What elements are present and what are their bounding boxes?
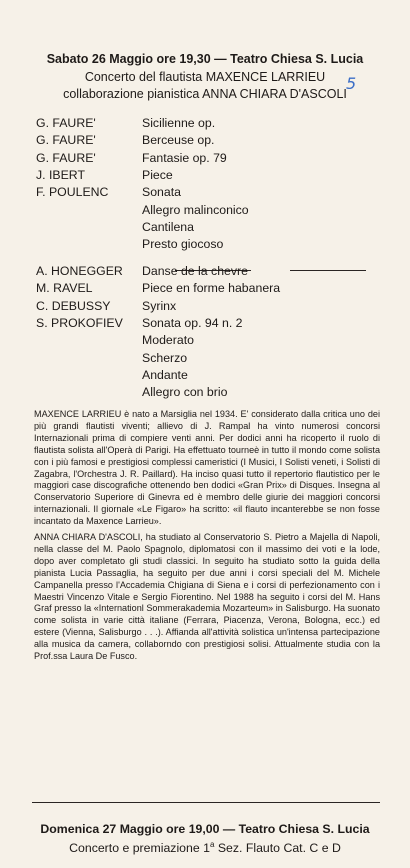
composer-name: C. DEBUSSY	[36, 298, 111, 313]
bio-larrieu-text: MAXENCE LARRIEU è nato a Marsiglia nel 1934. E' considerato dalla critica uno dei più grandi flautisti viventi; allievo di J. Rampal ha vinto numerosi concorsi Internazionali prima di compiere venti anni. Per dodici anni ha ricoperto il ruolo di flautista solista all'Operà di Parigi. Ha effettuato tourneè in tutto il mondo come solista con i più famosi e prestigiosi complessi cameristici (I Musici, I Solisti veneti, i Solisti di Zagabra, l'Orchestra J. R. Paillard). Ha inciso quasi tutto il repertorio flautistico per le maggiori case discografiche ottenendo ben dodici «Gran Prix» di Disques. Insegna al Conservatorio Superiore di Ginevra ed è membro delle giurie dei maggiori concorsi internazionali. Il giornale «Le Figaro» ha scritto: «il flauto incanterebbe se non fosse incantato da Maxence Larrieu».	[34, 409, 380, 527]
piece-title: Moderato	[142, 333, 194, 348]
next-concert-description: Concerto e premiazione 1$^a$ Sez. Flauto Cat. C e D	[69, 840, 341, 856]
concert-date-venue: Sabato 26 Maggio ore 19,30 — Teatro Chiesa S. Lucia	[46, 52, 364, 66]
next-concert-date-venue: Domenica 27 Maggio ore 19,00 — Teatro Chiesa S. Lucia	[40, 822, 370, 836]
composer-name: J. IBERT	[36, 167, 85, 182]
piece-title: Andante	[142, 367, 188, 382]
piece-title: Berceuse op.	[142, 133, 215, 148]
concert-title: Concerto del flautista MAXENCE LARRIEU	[84, 70, 326, 84]
bio-dascoli-text: ANNA CHIARA D'ASCOLI, ha studiato al Conservatorio S. Pietro a Majella di Napoli, nella classe del M. Paolo Spagnolo, diplomatosi con il massimo dei voti e la lode, dopo aver completato gli studi classici. In seguito ha studiato sotto la guida della pianista Lucia Passaglia, ha seguito per due anni i corsi speciali del M. Michele Campanella presso l'Accademia Chigiana di Siena e i corsi di perfezionamento con i Maestri Vincenzo Vitale e Sergio Fiorentino. Nel 1988 ha seguito i corsi del M. Hans Graf presso la «Internationl Sommerakademia Mozarteum» in Salisburgo. Ha suonato come solista in varie città italiane (Ferrara, Piacenza, Verona, Bologna, ecc.) ed estere (Vienna, Salisburgo . . .). Affianda all'attività solistica un'intensa partecipazione alla musica da camera, collaborndo con prestigiosi solisi. Attualmente studia con la Prof.ssa Laura De Fusco.	[34, 532, 380, 662]
divider-right	[290, 270, 366, 271]
piece-title: Allegro malinconico	[142, 202, 249, 217]
piece-title: Sonata op. 94 n. 2	[142, 315, 243, 330]
composer-name: G. FAURE'	[36, 150, 96, 165]
piece-title: Presto giocoso	[142, 237, 224, 252]
composer-name: A. HONEGGER	[36, 264, 123, 278]
handwritten-mark: 5	[346, 74, 357, 93]
piece-title: Syrinx	[142, 298, 177, 313]
bio-larrieu	[34, 409, 380, 528]
concert-collaboration: collaborazione pianistica ANNA CHIARA D'ASCOLI	[63, 87, 347, 101]
piece-title: Sonata	[142, 185, 181, 200]
composer-name: G. FAURE'	[36, 116, 96, 130]
footer-divider	[32, 802, 380, 803]
piece-title: Allegro con brio	[142, 385, 228, 400]
composer-name: S. PROKOFIEV	[36, 315, 123, 330]
composer-name: M. RAVEL	[36, 281, 93, 296]
piece-title: Scherzo	[142, 350, 188, 365]
composer-name: G. FAURE'	[36, 133, 96, 148]
piece-title: Danse de la chevre	[142, 264, 248, 278]
piece-title: Fantasie op. 79	[142, 150, 227, 165]
piece-title: Sicilienne op.	[142, 116, 216, 130]
piece-title: Piece	[142, 167, 173, 182]
piece-title: Piece en forme habanera	[142, 281, 281, 296]
composer-name: F. POULENC	[36, 185, 109, 200]
bio-dascoli	[34, 532, 380, 663]
piece-title: Cantilena	[142, 219, 194, 234]
